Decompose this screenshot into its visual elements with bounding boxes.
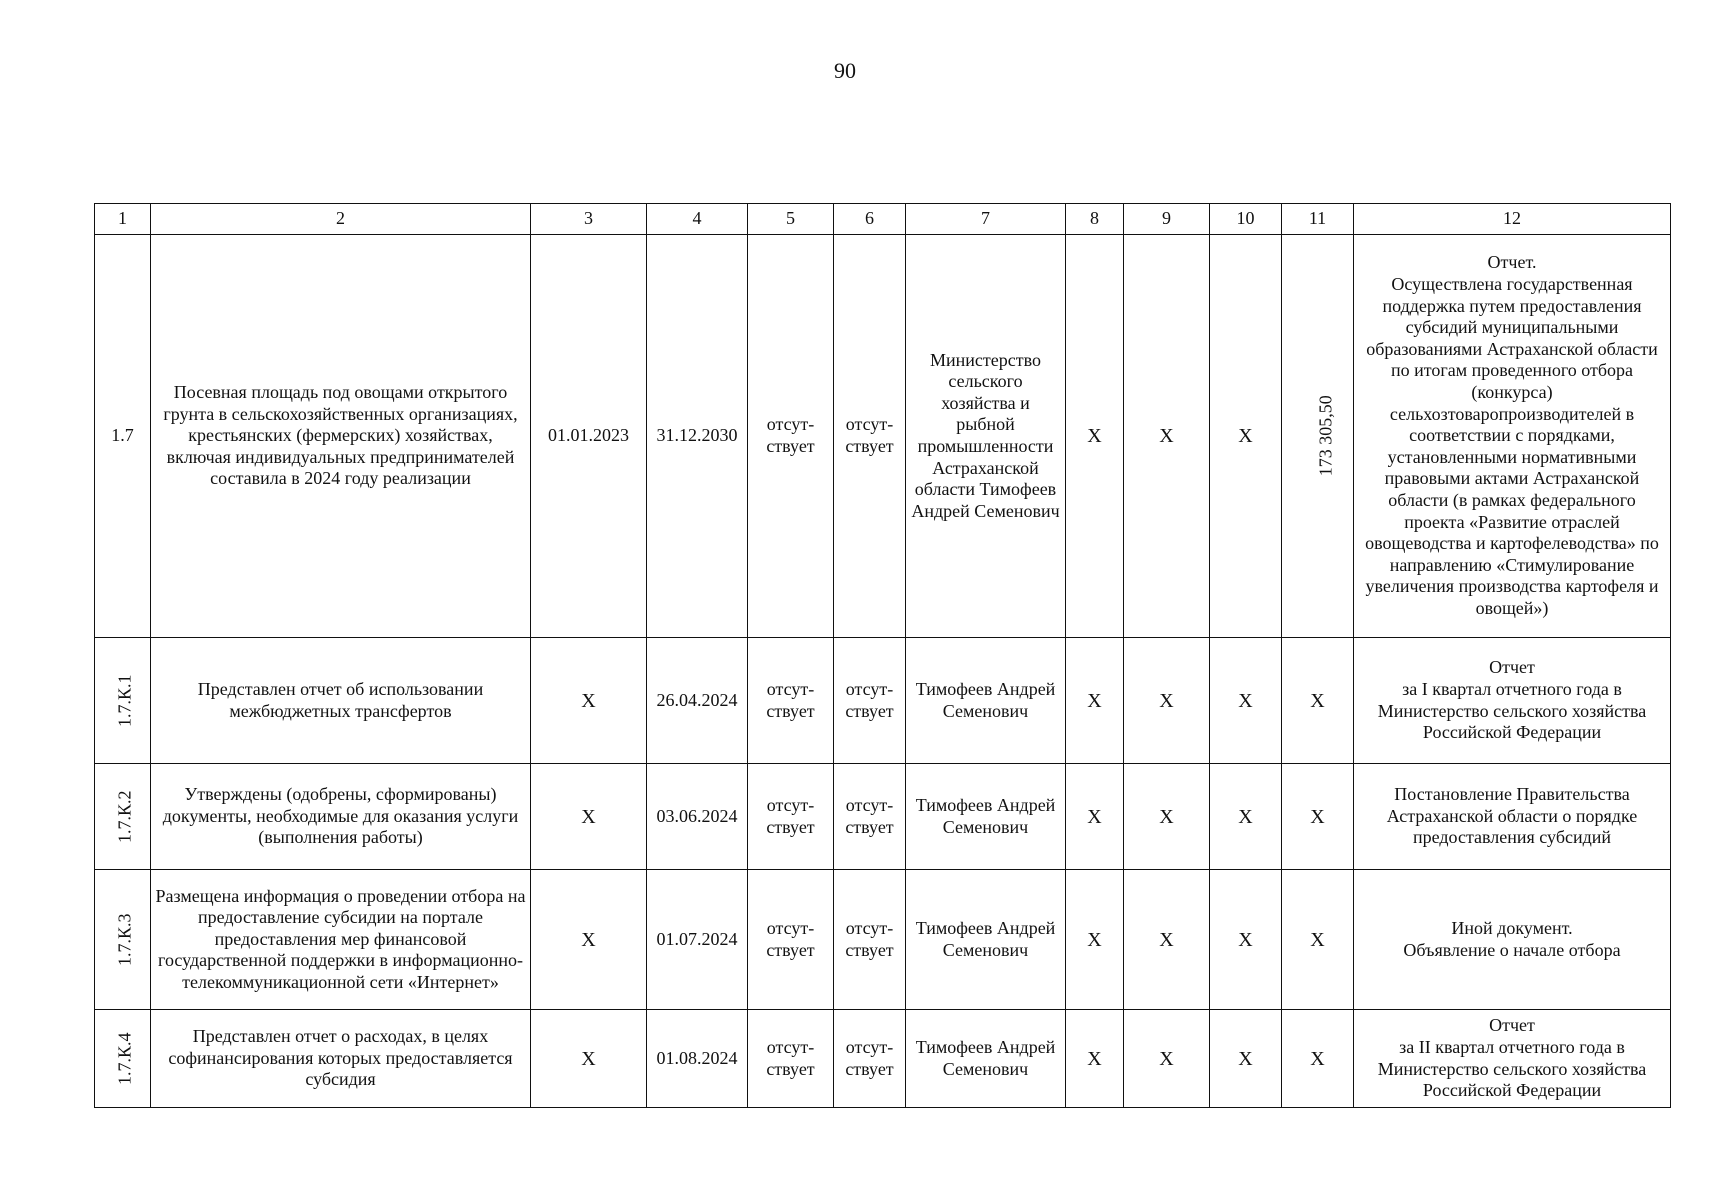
row-col10: X: [1210, 870, 1282, 1010]
table-header-row: [95, 204, 1671, 235]
row-code-text: 1.7.К.1: [114, 674, 135, 727]
row-col9: X: [1124, 870, 1210, 1010]
column-header: 10: [1210, 204, 1282, 235]
row-document-title: Отчет: [1489, 657, 1535, 678]
column-header: 3: [531, 204, 647, 235]
row-document: [1354, 638, 1671, 764]
row-col9: X: [1124, 638, 1210, 764]
row-code-text: 1.7.К.4: [114, 1032, 135, 1085]
row-end-date: 01.07.2024: [647, 870, 748, 1010]
row-code: [95, 870, 151, 1010]
row-col6: отсут-ствует: [834, 764, 906, 870]
column-header: 9: [1124, 204, 1210, 235]
row-amount-text: 173 305,50: [1315, 395, 1336, 477]
row-document: [1354, 764, 1671, 870]
row-col11: X: [1282, 1010, 1354, 1108]
row-document-title: Отчет.: [1487, 252, 1537, 273]
column-header: 12: [1354, 204, 1671, 235]
table-row: [95, 638, 1671, 764]
column-header: 6: [834, 204, 906, 235]
row-start-date: X: [531, 870, 647, 1010]
row-start-date: X: [531, 764, 647, 870]
row-end-date: 31.12.2030: [647, 235, 748, 638]
row-end-date: 03.06.2024: [647, 764, 748, 870]
column-header: 5: [748, 204, 834, 235]
row-col8: X: [1066, 638, 1124, 764]
table-row: [95, 870, 1671, 1010]
row-start-date: X: [531, 638, 647, 764]
row-responsible: Тимофеев Андрей Семенович: [906, 638, 1066, 764]
row-description: Представлен отчет о расходах, в целях софинансирования которых предоставляется субсидия: [151, 1010, 531, 1108]
table-row: [95, 235, 1671, 638]
row-description: Размещена информация о проведении отбора на предоставление субсидии на портале предоставления мер финансовой государственной поддержки в информационно-телекоммуникационной сети «Интернет»: [151, 870, 531, 1010]
row-col5: отсут-ствует: [748, 870, 834, 1010]
column-header: 7: [906, 204, 1066, 235]
row-code: [95, 638, 151, 764]
row-code: [95, 764, 151, 870]
row-col8: X: [1066, 870, 1124, 1010]
row-col8: X: [1066, 1010, 1124, 1108]
row-end-date: 01.08.2024: [647, 1010, 748, 1108]
row-col5: отсут-ствует: [748, 638, 834, 764]
row-col10: X: [1210, 1010, 1282, 1108]
row-col10: X: [1210, 764, 1282, 870]
row-col6: отсут-ствует: [834, 235, 906, 638]
page-number: 90: [834, 58, 856, 83]
row-col6: отсут-ствует: [834, 638, 906, 764]
row-start-date: 01.01.2023: [531, 235, 647, 638]
row-code-text: 1.7.К.3: [114, 913, 135, 966]
row-col11: X: [1282, 638, 1354, 764]
row-responsible: Тимофеев Андрей Семенович: [906, 764, 1066, 870]
row-responsible: Министерство сельского хозяйства и рыбной промышленности Астраханской области Тимофеев Андрей Семенович: [906, 235, 1066, 638]
row-amount: [1282, 235, 1354, 638]
row-code: [95, 1010, 151, 1108]
column-header: 8: [1066, 204, 1124, 235]
row-start-date: X: [531, 1010, 647, 1108]
row-col5: отсут-ствует: [748, 764, 834, 870]
row-document: [1354, 1010, 1671, 1108]
row-col11: X: [1282, 870, 1354, 1010]
row-document-title: Иной документ.: [1451, 917, 1573, 938]
row-col8: X: [1066, 235, 1124, 638]
row-col6: отсут-ствует: [834, 1010, 906, 1108]
row-col5: отсут-ствует: [748, 235, 834, 638]
row-col10: X: [1210, 235, 1282, 638]
column-header: 2: [151, 204, 531, 235]
row-document-text: Постановление Правительства Астраханской области о порядке предоставления субсидий: [1386, 784, 1638, 848]
row-col5: отсут-ствует: [748, 1010, 834, 1108]
row-document-title: Отчет: [1489, 1015, 1535, 1036]
table-row: [95, 764, 1671, 870]
row-description: Представлен отчет об использовании межбюджетных трансфертов: [151, 638, 531, 764]
row-col11: X: [1282, 764, 1354, 870]
row-document-text: за I квартал отчетного года в Министерство сельского хозяйства Российской Федерации: [1377, 678, 1647, 743]
row-code-text: 1.7.К.2: [114, 790, 135, 843]
row-document-text: за II квартал отчетного года в Министерство сельского хозяйства Российской Федерации: [1377, 1036, 1647, 1101]
row-description: Утверждены (одобрены, сформированы) документы, необходимые для оказания услуги (выполнения работы): [151, 764, 531, 870]
document-table: [94, 203, 1671, 1108]
row-end-date: 26.04.2024: [647, 638, 748, 764]
row-description: Посевная площадь под овощами открытого грунта в сельскохозяйственных организациях, крестьянских (фермерских) хозяйствах, включая индивидуальных предпринимателей составила в 2024 году реализации: [151, 235, 531, 638]
column-header: 1: [95, 204, 151, 235]
row-code: 1.7: [95, 235, 151, 638]
row-document: [1354, 870, 1671, 1010]
table-row: [95, 1010, 1671, 1108]
row-document-text: Осуществлена государственная поддержка путем предоставления субсидий муниципальными образованиями Астраханской области по итогам проведенного отбора (конкурса) сельхозтоваропроизводителей в соответствии с порядками, установленными нормативными правовыми актами Астраханской области (в рамках федерального проекта «Развитие отраслей овощеводства и картофелеводства» по направлению «Стимулирование увеличения производства картофеля и овощей»): [1365, 274, 1659, 618]
row-col6: отсут-ствует: [834, 870, 906, 1010]
row-col9: X: [1124, 235, 1210, 638]
row-responsible: Тимофеев Андрей Семенович: [906, 1010, 1066, 1108]
row-document-text: Объявление о начале отбора: [1403, 939, 1621, 960]
column-header: 11: [1282, 204, 1354, 235]
row-col9: X: [1124, 1010, 1210, 1108]
column-header: 4: [647, 204, 748, 235]
row-document: [1354, 235, 1671, 638]
row-col10: X: [1210, 638, 1282, 764]
row-col9: X: [1124, 764, 1210, 870]
row-responsible: Тимофеев Андрей Семенович: [906, 870, 1066, 1010]
row-col8: X: [1066, 764, 1124, 870]
